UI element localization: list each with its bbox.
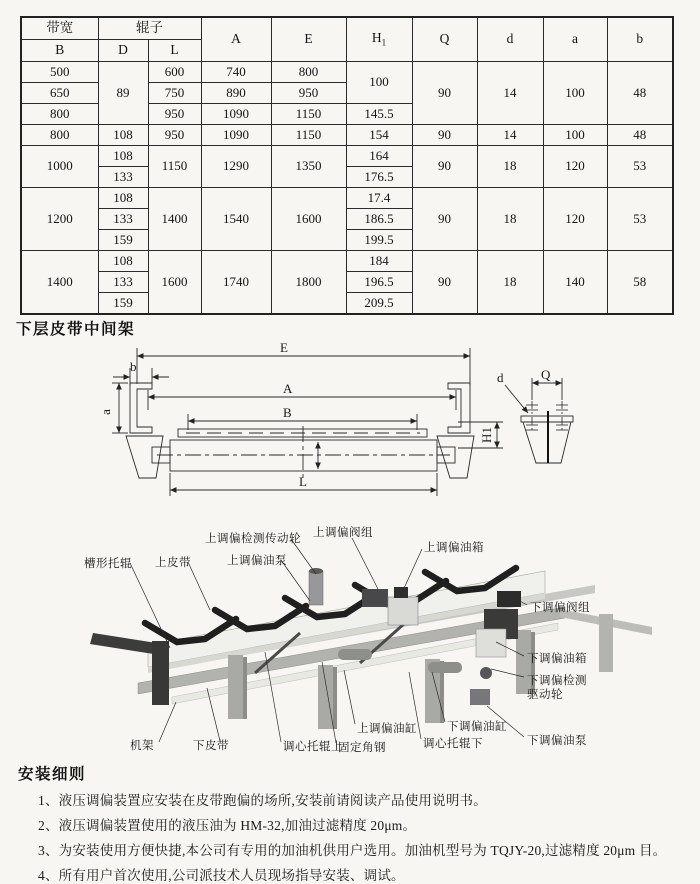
col-header-d: d	[477, 17, 543, 62]
table-cell: 18	[477, 188, 543, 251]
table-cell: 1540	[201, 188, 271, 251]
col-header-bandwidth: 带宽	[21, 17, 98, 40]
upper-valve-part	[362, 589, 388, 607]
table-cell: 176.5	[346, 167, 412, 188]
table-cell: 159	[98, 230, 148, 251]
lower-pump-part	[470, 689, 490, 705]
col-header-E: E	[271, 17, 346, 62]
table-cell: 133	[98, 209, 148, 230]
table-cell: 196.5	[346, 272, 412, 293]
table-cell: 108	[98, 146, 148, 167]
spec-table	[20, 16, 674, 315]
dim-label-a: a	[98, 409, 113, 415]
table-cell: 1090	[201, 125, 271, 146]
table-cell: 750	[148, 83, 201, 104]
label-lower-pump: 下调偏油泵	[527, 735, 587, 747]
table-cell: 89	[98, 62, 148, 125]
table-cell: 1400	[148, 188, 201, 251]
roller	[170, 440, 437, 471]
upper-cylinder-part	[338, 649, 372, 660]
table-cell: 108	[98, 251, 148, 272]
table-cell: 90	[412, 146, 477, 188]
table-cell: 90	[412, 125, 477, 146]
label-upper-cylinder: 上调偏油缸	[357, 723, 417, 735]
col-header-Q: Q	[412, 17, 477, 62]
table-row	[21, 125, 673, 146]
h1-base: H	[371, 29, 382, 45]
table-cell: 500	[21, 62, 98, 83]
table-cell: 48	[607, 125, 673, 146]
col-header-roller: 辊子	[98, 17, 201, 40]
col-header-D: D	[98, 40, 148, 62]
table-cell: 1150	[271, 104, 346, 125]
table-row	[21, 146, 673, 167]
label-upper-detect-wheel: 上调偏检测传动轮	[205, 533, 301, 545]
label-lower-tank: 下调偏油箱	[527, 653, 587, 665]
label-lower-detect-line1: 下调偏检测	[527, 675, 587, 687]
table-cell: 1200	[21, 188, 98, 251]
table-cell: 890	[201, 83, 271, 104]
dim-label-L: L	[299, 474, 307, 489]
dim-label-H1: H1	[479, 427, 494, 443]
label-align-idler-lower: 调心托辊下	[423, 738, 483, 750]
notes-item-4: 4、所有用户首次使用,公司派技术人员现场指导安装、调试。	[38, 868, 405, 883]
table-cell: 800	[21, 104, 98, 125]
table-row	[21, 251, 673, 272]
table-header-row	[21, 17, 673, 40]
table-cell: 1800	[271, 251, 346, 315]
table-cell: 199.5	[346, 230, 412, 251]
table-cell: 14	[477, 125, 543, 146]
table-cell: 154	[346, 125, 412, 146]
notes-item-3: 3、为安装使用方便快捷,本公司有专用的加油机供用户选用。加油机型号为 TQJY-20,过滤精度 20μm 目。	[38, 843, 667, 858]
label-lower-belt: 下皮带	[193, 740, 229, 752]
h1-sub: 1	[381, 37, 387, 48]
table-cell: 100	[543, 62, 607, 125]
table-cell: 18	[477, 251, 543, 315]
notes-item-2: 2、液压调偏装置使用的液压油为 HM-32,加油过滤精度 20μm。	[38, 818, 417, 833]
section-title-lower-belt-frame: 下层皮带中间架	[16, 321, 136, 338]
table-cell: 90	[412, 62, 477, 125]
label-align-idler-upper: 调心托辊上	[283, 741, 343, 753]
notes-title: 安装细则	[18, 766, 87, 783]
table-cell: 950	[148, 125, 201, 146]
dim-label-E: E	[280, 340, 288, 355]
table-cell: 14	[477, 62, 543, 125]
col-header-H1	[346, 17, 412, 62]
dim-label-A: A	[283, 381, 293, 396]
table-cell: 650	[21, 83, 98, 104]
label-lower-valve: 下调偏阀组	[530, 602, 590, 614]
table-cell: 1740	[201, 251, 271, 315]
table-cell: 100	[543, 125, 607, 146]
label-upper-pump: 上调偏油泵	[227, 555, 287, 567]
table-cell: 133	[98, 272, 148, 293]
dimension-drawing	[0, 340, 700, 515]
table-cell: 1000	[21, 146, 98, 188]
col-header-L: L	[148, 40, 201, 62]
right-bracket	[448, 383, 470, 433]
table-cell: 800	[271, 62, 346, 83]
conveyor-illustration	[0, 513, 700, 763]
table-cell: 184	[346, 251, 412, 272]
dim-label-Q: Q	[541, 367, 551, 382]
table-cell: 740	[201, 62, 271, 83]
table-cell: 1600	[148, 251, 201, 315]
table-cell: 1090	[201, 104, 271, 125]
table-cell: 950	[271, 83, 346, 104]
table-cell: 800	[21, 125, 98, 146]
table-cell: 100	[346, 62, 412, 104]
table-cell: 120	[543, 146, 607, 188]
lower-tank-part	[476, 629, 506, 657]
notes-item-1: 1、液压调偏装置应安装在皮带跑偏的场所,安装前请阅读产品使用说明书。	[38, 793, 487, 808]
table-cell: 145.5	[346, 104, 412, 125]
table-cell: 53	[607, 146, 673, 188]
table-row	[21, 62, 673, 83]
side-view	[505, 378, 573, 463]
left-leg	[126, 436, 163, 478]
dimension-labels	[98, 340, 551, 489]
label-trough-idler: 槽形托辊	[84, 558, 132, 570]
table-cell: 159	[98, 293, 148, 315]
table-cell: 186.5	[346, 209, 412, 230]
label-fixed-angle: 固定角钢	[338, 742, 386, 754]
table-cell: 1150	[271, 125, 346, 146]
table-cell: 17.4	[346, 188, 412, 209]
front-view	[112, 348, 503, 496]
col-header-a: a	[543, 17, 607, 62]
table-cell: 1290	[201, 146, 271, 188]
table-cell: 108	[98, 188, 148, 209]
table-cell: 58	[607, 251, 673, 315]
table-cell: 133	[98, 167, 148, 188]
table-cell: 108	[98, 125, 148, 146]
table-cell: 1350	[271, 146, 346, 188]
label-upper-belt: 上皮带	[155, 557, 191, 569]
lower-cylinder-part	[428, 662, 462, 673]
table-cell: 1600	[271, 188, 346, 251]
table-cell: 48	[607, 62, 673, 125]
table-cell: 164	[346, 146, 412, 167]
table-cell: 600	[148, 62, 201, 83]
table-cell: 209.5	[346, 293, 412, 315]
col-header-b: b	[607, 17, 673, 62]
label-upper-tank: 上调偏油箱	[424, 542, 484, 554]
table-row	[21, 188, 673, 209]
label-frame: 机架	[130, 740, 154, 752]
installation-notes	[18, 762, 690, 884]
col-header-A: A	[201, 17, 271, 62]
lower-valve-part	[497, 591, 521, 607]
label-lower-detect-line2: 驱动轮	[527, 689, 563, 701]
dim-label-b: b	[130, 359, 137, 374]
table-cell: 950	[148, 104, 201, 125]
label-upper-valve: 上调偏阀组	[313, 527, 373, 539]
label-lower-cylinder: 下调偏油缸	[447, 721, 507, 733]
upper-tank-part	[388, 597, 418, 625]
table-cell: 90	[412, 188, 477, 251]
table-cell: 1400	[21, 251, 98, 315]
right-leg	[437, 436, 474, 478]
left-bracket	[130, 383, 152, 433]
table-cell: 18	[477, 146, 543, 188]
table-cell: 1150	[148, 146, 201, 188]
upper-detect-wheel-part	[309, 571, 323, 605]
lower-detect-wheel-part	[480, 667, 492, 679]
table-cell: 90	[412, 251, 477, 315]
dim-label-B: B	[283, 405, 292, 420]
table-cell: 140	[543, 251, 607, 315]
table-cell: 120	[543, 188, 607, 251]
dim-label-d: d	[497, 370, 504, 385]
col-header-B: B	[21, 40, 98, 62]
table-cell: 53	[607, 188, 673, 251]
